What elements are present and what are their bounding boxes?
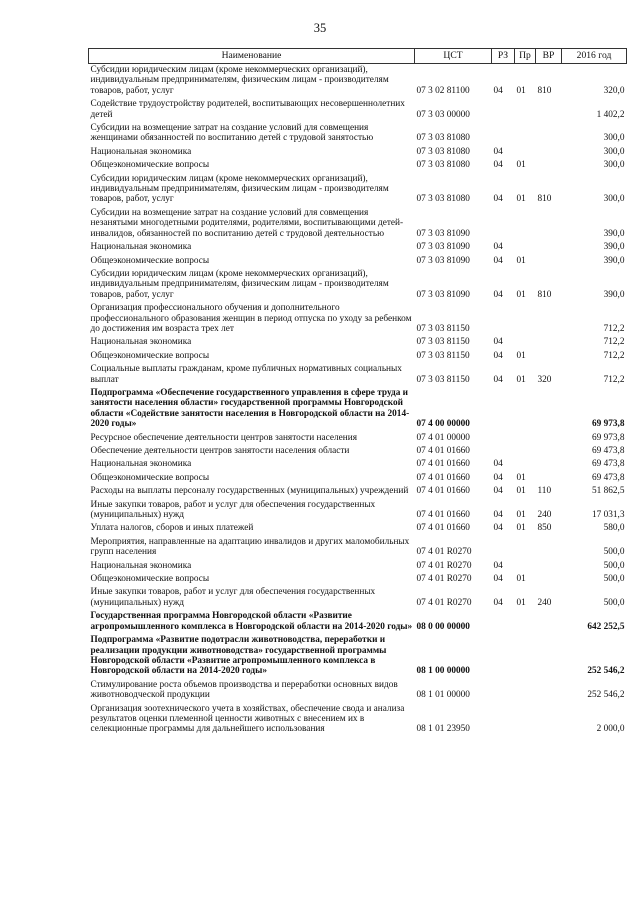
cell-cst: 08 0 00 00000 — [416, 621, 470, 632]
cell-pr — [515, 432, 536, 445]
cell-cst: 07 3 03 81080 — [416, 160, 470, 171]
cell-cst: 07 3 03 81150 — [416, 350, 470, 361]
cell-cst: 07 3 03 81090 — [416, 228, 470, 239]
table-row — [89, 634, 627, 679]
table-row — [89, 64, 627, 99]
cell-vr — [536, 610, 562, 634]
cell-rz: 04 — [493, 374, 503, 385]
cell-vr — [536, 241, 562, 254]
table-row — [89, 432, 627, 445]
table-row — [89, 255, 627, 268]
table-row — [89, 499, 627, 523]
cell-name: Обеспечение деятельности центров занятости населения области — [90, 446, 350, 456]
cell-sum: 500,0 — [603, 560, 625, 571]
table-row — [89, 485, 627, 498]
cell-pr — [515, 610, 536, 634]
cell-rz: 04 — [493, 597, 503, 608]
cell-pr: 01 — [516, 486, 526, 497]
cell-cst: 07 4 01 01660 — [416, 510, 470, 521]
cell-name: Расходы на выплаты персоналу государственных (муниципальных) учреждений — [90, 486, 409, 497]
cell-name: Субсидии юридическим лицам (кроме некоммерческих организаций), индивидуальным предпринимателям, физическим лицам - производителям товаров, работ, услуг — [90, 65, 389, 96]
cell-pr — [515, 98, 536, 122]
cell-name: Стимулирование роста объемов производства и переработки основных видов животноводческой продукции — [90, 679, 398, 701]
cell-cst: 08 1 01 00000 — [416, 690, 470, 701]
cell-vr — [536, 146, 562, 159]
table-row — [89, 387, 627, 432]
cell-vr — [536, 387, 562, 432]
cell-vr — [536, 336, 562, 349]
cell-cst: 07 4 01 R0270 — [416, 547, 472, 558]
cell-pr — [515, 536, 536, 560]
cell-rz — [492, 703, 515, 737]
cell-cst: 07 4 01 01660 — [416, 472, 470, 483]
cell-vr — [536, 302, 562, 336]
cell-cst: 07 4 01 00000 — [416, 432, 470, 443]
cell-name: Организация профессионального обучения и дополнительного профессионального образования женщин в период отпуска по уходу за ребенком до достижения им возраста трех лет — [90, 303, 412, 334]
cell-vr — [536, 445, 562, 458]
cell-vr: 110 — [537, 486, 552, 497]
cell-name: Содействие трудоустройству родителей, воспитывающих несовершеннолетних детей — [90, 99, 405, 120]
cell-rz: 04 — [493, 486, 503, 497]
cell-vr — [536, 432, 562, 445]
cell-pr: 01 — [516, 194, 526, 205]
cell-cst: 07 3 03 81150 — [416, 323, 470, 334]
cell-sum: 580,0 — [603, 523, 625, 534]
cell-pr — [515, 634, 536, 679]
cell-sum: 17 031,3 — [591, 510, 625, 521]
cell-cst: 07 4 01 R0270 — [416, 574, 472, 585]
cell-sum: 252 546,2 — [587, 666, 625, 677]
cell-rz: 04 — [493, 194, 503, 205]
cell-sum: 2 000,0 — [596, 724, 625, 735]
cell-name: Общеэкономические вопросы — [90, 472, 210, 483]
cell-rz: 04 — [493, 242, 503, 253]
cell-cst: 07 4 01 01660 — [416, 446, 470, 456]
cell-vr — [536, 634, 562, 679]
cell-pr — [515, 679, 536, 703]
cell-sum: 712,2 — [603, 374, 625, 385]
header-rz: РЗ — [492, 49, 515, 64]
cell-pr — [515, 445, 536, 458]
cell-sum: 500,0 — [603, 574, 625, 585]
cell-sum: 300,0 — [603, 133, 625, 144]
table-row — [89, 703, 627, 737]
cell-rz — [492, 634, 515, 679]
cell-rz: 04 — [493, 523, 503, 534]
cell-cst: 07 3 03 81150 — [416, 337, 470, 348]
table-row — [89, 207, 627, 241]
header-year: 2016 год — [562, 49, 627, 64]
cell-rz — [492, 610, 515, 634]
table-row — [89, 98, 627, 122]
cell-name: Общеэкономические вопросы — [90, 255, 210, 266]
cell-sum: 300,0 — [603, 160, 625, 171]
cell-vr — [536, 472, 562, 485]
cell-pr — [515, 302, 536, 336]
header-vr: ВР — [536, 49, 562, 64]
cell-cst: 07 3 03 00000 — [416, 109, 470, 120]
cell-sum: 69 473,8 — [591, 472, 625, 483]
cell-sum: 390,0 — [603, 289, 625, 300]
table-row — [89, 679, 627, 703]
table-row — [89, 610, 627, 634]
cell-pr: 01 — [516, 160, 526, 171]
cell-pr: 01 — [516, 289, 526, 300]
cell-pr — [515, 703, 536, 737]
cell-rz: 04 — [493, 510, 503, 521]
table-header — [89, 49, 627, 64]
table-row — [89, 241, 627, 254]
cell-name: Социальные выплаты гражданам, кроме публичных нормативных социальных выплат — [90, 364, 402, 385]
table-row — [89, 159, 627, 172]
table-row — [89, 586, 627, 610]
cell-sum: 69 473,8 — [591, 459, 625, 470]
cell-pr: 01 — [516, 523, 526, 534]
cell-rz — [492, 445, 515, 458]
cell-pr: 01 — [516, 255, 526, 266]
cell-pr — [515, 207, 536, 241]
cell-pr: 01 — [516, 85, 526, 96]
cell-vr: 240 — [537, 510, 552, 521]
cell-sum: 390,0 — [603, 255, 625, 266]
table-row — [89, 445, 627, 458]
cell-cst: 07 3 03 81090 — [416, 255, 470, 266]
cell-name: Иные закупки товаров, работ и услуг для обеспечения государственных (муниципальных) нужд — [90, 499, 376, 521]
cell-rz — [492, 432, 515, 445]
cell-sum: 69 473,8 — [591, 446, 625, 456]
cell-name: Национальная экономика — [90, 560, 192, 571]
table-row — [89, 350, 627, 363]
cell-sum: 252 546,2 — [587, 690, 625, 701]
cell-pr — [515, 387, 536, 432]
cell-pr — [515, 336, 536, 349]
header-pr: Пр — [515, 49, 536, 64]
cell-vr — [536, 560, 562, 573]
cell-pr — [515, 241, 536, 254]
cell-sum: 69 973,8 — [591, 419, 625, 430]
cell-name: Субсидии на возмещение затрат на создание условий для совмещения незанятыми многодетными родителями, родителями, воспитывающими детей-инвалидов, обязанностей по воспитанию детей с трудовой деятельностью — [90, 207, 404, 239]
cell-sum: 642 252,5 — [587, 621, 625, 632]
cell-rz: 04 — [493, 289, 503, 300]
cell-vr: 810 — [537, 289, 552, 300]
table-row — [89, 122, 627, 146]
table-row — [89, 472, 627, 485]
cell-sum: 320,0 — [603, 85, 625, 96]
cell-rz: 04 — [493, 459, 503, 470]
page-number: 35 — [313, 21, 327, 35]
cell-cst: 07 3 02 81100 — [416, 85, 470, 96]
cell-rz — [492, 387, 515, 432]
cell-name: Иные закупки товаров, работ и услуг для обеспечения государственных (муниципальных) нужд — [90, 587, 376, 608]
table-row — [89, 302, 627, 336]
cell-sum: 69 973,8 — [591, 432, 625, 443]
cell-rz: 04 — [493, 574, 503, 585]
cell-rz: 04 — [493, 350, 503, 361]
cell-rz: 04 — [493, 560, 503, 571]
cell-cst: 07 3 03 81090 — [416, 242, 470, 253]
cell-name: Государственная программа Новгородской области «Развитие агропромышленного комплекса в Новгородской области на 2014-2020 годы» — [90, 611, 413, 632]
cell-vr — [536, 679, 562, 703]
cell-cst: 07 4 00 00000 — [416, 419, 470, 430]
header-name: Наименование — [89, 49, 415, 64]
cell-sum: 1 402,2 — [596, 109, 625, 120]
table-row — [89, 336, 627, 349]
cell-rz — [492, 536, 515, 560]
cell-pr: 01 — [516, 472, 526, 483]
cell-rz: 04 — [493, 85, 503, 96]
cell-pr: 01 — [516, 350, 526, 361]
cell-vr — [536, 350, 562, 363]
header-cst: ЦСТ — [415, 49, 492, 64]
cell-rz: 04 — [493, 472, 503, 483]
cell-vr — [536, 255, 562, 268]
cell-name: Субсидии юридическим лицам (кроме некоммерческих организаций), индивидуальным предпринимателям, физическим лицам - производителям товаров, работ, услуг — [90, 268, 389, 300]
cell-name: Субсидии юридическим лицам (кроме некоммерческих организаций), индивидуальным предпринимателям, физическим лицам - производителям товаров, работ, услуг — [90, 173, 389, 205]
cell-cst: 07 4 01 R0270 — [416, 597, 472, 608]
cell-sum: 390,0 — [603, 242, 625, 253]
cell-sum: 51 862,5 — [591, 486, 625, 497]
table-row — [89, 363, 627, 387]
cell-rz — [492, 207, 515, 241]
table-row — [89, 536, 627, 560]
cell-cst: 07 3 03 81090 — [416, 289, 470, 300]
cell-cst: 07 4 01 R0270 — [416, 560, 472, 571]
cell-vr — [536, 703, 562, 737]
cell-vr — [536, 573, 562, 586]
cell-vr: 240 — [537, 597, 552, 608]
cell-rz — [492, 302, 515, 336]
cell-name: Ресурсное обеспечение деятельности центров занятости населения — [90, 432, 357, 443]
cell-pr — [515, 560, 536, 573]
cell-pr — [515, 458, 536, 471]
cell-rz — [492, 98, 515, 122]
cell-vr — [536, 98, 562, 122]
cell-cst: 08 1 01 23950 — [416, 724, 470, 735]
cell-name: Подпрограмма «Обеспечение государственного управления в сфере труда и занятости населения области» государственной программы Новгородской области «Содействие занятости населения в Новгородской области на 2014-2020 годы» — [90, 387, 410, 430]
cell-name: Общеэкономические вопросы — [90, 160, 210, 171]
cell-rz: 04 — [493, 255, 503, 266]
table-body — [89, 64, 627, 737]
cell-sum: 500,0 — [603, 547, 625, 558]
cell-rz: 04 — [493, 160, 503, 171]
cell-pr: 01 — [516, 510, 526, 521]
cell-name: Национальная экономика — [90, 146, 192, 157]
cell-name: Национальная экономика — [90, 242, 192, 253]
budget-table — [88, 48, 627, 737]
cell-sum: 300,0 — [603, 194, 625, 205]
cell-name: Общеэкономические вопросы — [90, 350, 210, 361]
cell-name: Субсидии на возмещение затрат на создание условий для совмещения женщинами обязанностей по воспитанию детей с трудовой занятостью — [90, 123, 374, 144]
cell-pr: 01 — [516, 574, 526, 585]
cell-sum: 300,0 — [603, 146, 625, 157]
cell-pr — [515, 146, 536, 159]
cell-name: Мероприятия, направленные на адаптацию инвалидов и других маломобильных групп населения — [90, 536, 410, 558]
table-row — [89, 268, 627, 302]
cell-pr — [515, 122, 536, 146]
cell-sum: 712,2 — [603, 350, 625, 361]
cell-vr: 320 — [537, 374, 552, 385]
cell-name: Национальная экономика — [90, 459, 192, 470]
cell-name: Общеэкономические вопросы — [90, 574, 210, 585]
table-row — [89, 522, 627, 535]
cell-cst: 07 3 03 81080 — [416, 133, 470, 144]
cell-vr — [536, 536, 562, 560]
cell-name: Уплата налогов, сборов и иных платежей — [90, 523, 254, 534]
table-row — [89, 146, 627, 159]
cell-rz — [492, 679, 515, 703]
cell-cst: 07 4 01 01660 — [416, 523, 470, 534]
cell-cst: 07 3 03 81080 — [416, 194, 470, 205]
cell-cst: 07 3 03 81150 — [416, 374, 470, 385]
table-row — [89, 173, 627, 207]
cell-vr — [536, 122, 562, 146]
cell-sum: 500,0 — [603, 597, 625, 608]
cell-sum: 712,2 — [603, 323, 625, 334]
cell-vr — [536, 458, 562, 471]
cell-name: Подпрограмма «Развитие подотрасли животноводства, переработки и реализации продукции животноводства» государственной программы Новгородской области «Развитие агропромышленного комплекса в Новгородской области на 2014-2020 годы» — [90, 635, 387, 677]
table-row — [89, 458, 627, 471]
cell-cst: 08 1 00 00000 — [416, 666, 470, 677]
cell-pr: 01 — [516, 374, 526, 385]
cell-vr — [536, 159, 562, 172]
cell-rz — [492, 122, 515, 146]
cell-sum: 390,0 — [603, 228, 625, 239]
cell-name: Организация зоотехнического учета в хозяйствах, обеспечение свода и анализа результатов оценки племенной ценности животных с внесением их в селекционные программы для дальнейшего использования — [90, 703, 405, 735]
cell-pr: 01 — [516, 597, 526, 608]
cell-vr — [536, 207, 562, 241]
table-row — [89, 573, 627, 586]
cell-rz: 04 — [493, 146, 503, 157]
cell-vr: 850 — [537, 523, 552, 534]
cell-name: Национальная экономика — [90, 337, 192, 348]
cell-cst: 07 4 01 01660 — [416, 486, 470, 497]
cell-cst: 07 4 01 01660 — [416, 459, 470, 470]
table-row — [89, 560, 627, 573]
cell-sum: 712,2 — [603, 337, 625, 348]
cell-vr: 810 — [537, 85, 552, 96]
cell-rz: 04 — [493, 337, 503, 348]
cell-vr: 810 — [537, 194, 552, 205]
cell-cst: 07 3 03 81080 — [416, 146, 470, 157]
